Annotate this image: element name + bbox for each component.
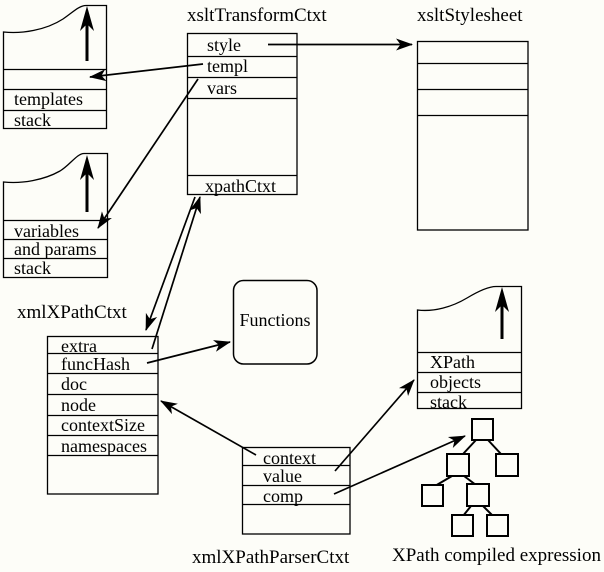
tree-node — [467, 484, 489, 506]
stylesheet-box-shape — [418, 42, 529, 231]
pointer-arrows — [90, 45, 465, 495]
arrow-vars-to-variables — [98, 79, 198, 228]
stack-row-stack: stack — [14, 110, 51, 130]
stack-row-and-params: and params — [14, 239, 97, 259]
title-xml-xpath-parser-ctxt: xmlXPathParserCtxt — [192, 547, 350, 568]
arrow-xpathctxt-up — [152, 197, 200, 349]
field-namespaces: namespaces — [61, 436, 147, 456]
field-xpathctxt: xpathCtxt — [205, 176, 276, 196]
tree-node — [487, 515, 508, 536]
tree-node — [452, 515, 473, 536]
tree-node — [472, 419, 493, 440]
stack-row-stack: stack — [14, 258, 51, 278]
field-value: value — [263, 466, 302, 486]
field-contextsize: contextSize — [61, 415, 145, 435]
title-xml-xpath-ctxt: xmlXPathCtxt — [17, 302, 127, 323]
field-vars: vars — [207, 78, 237, 98]
arrow-funchash-to-functions — [147, 342, 230, 363]
field-style: style — [207, 35, 241, 55]
stack-row-variables: variables — [14, 221, 79, 241]
field-node: node — [61, 395, 96, 415]
up-arrow-icon — [80, 155, 94, 212]
field-extra: extra — [61, 336, 97, 356]
title-xpath-compiled-expression: XPath compiled expression — [392, 545, 601, 566]
stack-row-xpath: XPath — [430, 352, 475, 372]
arrow-comp-to-tree — [334, 436, 465, 494]
tree-node — [422, 485, 443, 506]
title-xslt-transform-ctxt: xsltTransformCtxt — [187, 5, 327, 26]
field-templ: templ — [207, 56, 248, 76]
field-doc: doc — [61, 374, 87, 394]
functions-box-label: Functions — [239, 310, 311, 330]
stack-row-objects: objects — [430, 372, 481, 392]
up-arrow-icon — [80, 6, 94, 61]
arrow-xpathctxt-down — [146, 197, 195, 330]
arrow-context-to-node — [161, 401, 256, 455]
tree-node — [447, 454, 469, 476]
stack-row-templates: templates — [14, 89, 83, 109]
title-xslt-stylesheet: xsltStylesheet — [417, 5, 523, 26]
tree-node — [496, 454, 518, 476]
stack-row-stack: stack — [430, 392, 467, 412]
up-arrow-icon — [495, 287, 509, 339]
arrow-value-to-stack — [335, 380, 414, 471]
field-context: context — [263, 448, 316, 468]
field-comp: comp — [263, 486, 303, 506]
compiled-expression-tree — [422, 419, 518, 536]
field-funchash: funcHash — [61, 354, 130, 374]
